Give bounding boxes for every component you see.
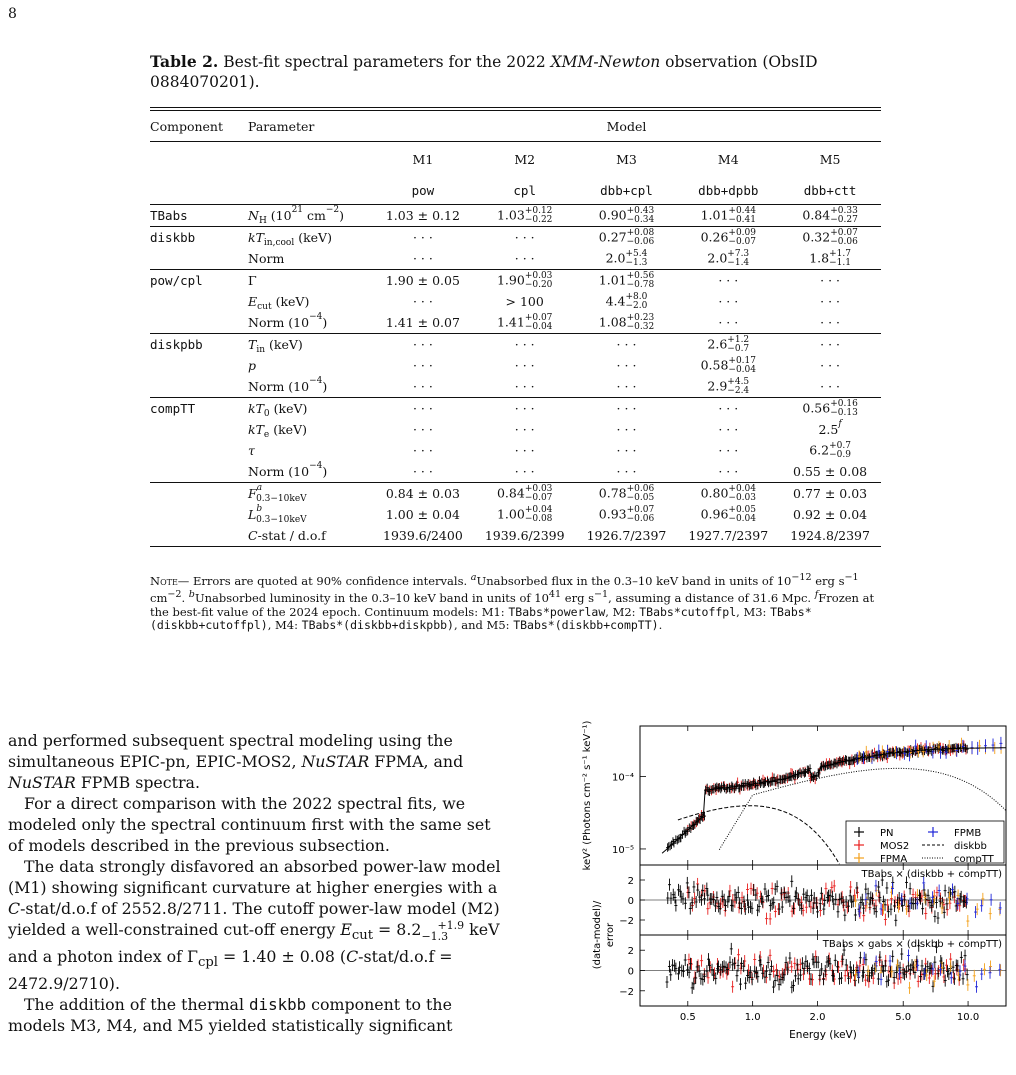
value-cell: · · · <box>412 294 433 309</box>
parameter-cell: $kT_e$ (keV) <box>248 422 307 440</box>
model-codes-row <box>150 176 881 205</box>
y-tick-label: 0 <box>627 896 634 907</box>
component-cell <box>150 483 244 505</box>
component-cell <box>150 419 244 440</box>
value-cell: 2.5$^f$ <box>818 419 842 437</box>
value-cell: · · · <box>820 358 841 373</box>
x-tick-label: 0.5 <box>679 1012 696 1023</box>
model-code: dbb+ctt <box>803 182 857 198</box>
value-cell: 0.56+0.16 −0.13 <box>779 398 881 420</box>
value-cell: 0.27+0.08 −0.06 <box>576 227 678 249</box>
note-label: Note— <box>150 573 190 588</box>
table-row <box>150 270 881 292</box>
value-cell: 0.32+0.07 −0.06 <box>779 227 881 249</box>
model-code: dbb+cpl <box>600 182 653 198</box>
header-model: Model <box>606 118 647 134</box>
paragraph: The addition of the thermal diskbb component to the models M3, M4, and M5 yielded statistically significant <box>8 995 453 1036</box>
value-cell: · · · <box>412 379 433 394</box>
value-cell: 1.41+0.07 −0.04 <box>496 312 553 332</box>
x-tick-label: 1.0 <box>744 1012 761 1023</box>
value-cell: 6.2+0.7 −0.9 <box>809 440 851 460</box>
value-cell: · · · <box>616 358 637 373</box>
value-cell: · · · <box>372 398 474 420</box>
parameter-cell: $E_{cut}$ (keV) <box>248 294 310 312</box>
value-cell: 1.01+0.56 −0.78 <box>576 270 678 292</box>
value-cell: · · · <box>718 422 739 437</box>
table-row <box>150 483 881 505</box>
value-cell: · · · <box>412 464 433 479</box>
parameter-cell: $T_{in}$ (keV) <box>244 334 372 356</box>
value-cell: · · · <box>474 334 576 356</box>
x-tick-label: 10.0 <box>956 1012 980 1023</box>
table-row <box>150 291 881 312</box>
model-name: M2 <box>474 142 576 177</box>
table-row <box>150 525 881 546</box>
table-row <box>150 248 881 270</box>
table-row <box>150 312 881 334</box>
component-cell <box>150 355 244 376</box>
value-cell: · · · <box>616 379 637 394</box>
table-caption <box>150 52 890 92</box>
value-cell: 1924.8/2397 <box>790 528 870 543</box>
component-cell <box>150 291 244 312</box>
value-cell: 1.90 ± 0.05 <box>372 270 474 292</box>
value-cell: 0.58+0.17 −0.04 <box>700 355 756 375</box>
value-cell: 1.8+1.7 −1.1 <box>809 248 851 268</box>
model-name: M3 <box>576 142 678 177</box>
legend-label: PN <box>880 828 894 839</box>
component-cell: compTT <box>150 398 244 420</box>
value-cell: 2.6+1.2 −0.7 <box>677 334 779 356</box>
table-row <box>150 376 881 398</box>
value-cell: · · · <box>514 443 535 458</box>
value-cell: · · · <box>514 358 535 373</box>
parameter-cell: p <box>248 358 257 373</box>
results-table <box>150 107 881 547</box>
component-cell <box>150 440 244 461</box>
parameter-cell: τ <box>248 443 255 458</box>
caption-label: Table 2. <box>150 52 219 71</box>
residual-axis-label: (data-model)/ <box>592 900 603 970</box>
table-row <box>150 504 881 525</box>
x-tick-label: 2.0 <box>809 1012 826 1023</box>
value-cell: 1.03 ± 0.12 <box>372 205 474 227</box>
table-row <box>150 205 881 227</box>
model-code: cpl <box>513 182 536 198</box>
value-cell: > 100 <box>505 294 544 309</box>
table-row <box>150 398 881 420</box>
legend-label: diskbb <box>954 841 987 852</box>
value-cell: 1.00+0.04 −0.08 <box>496 504 553 524</box>
model-name: M4 <box>677 142 779 177</box>
paragraph: For a direct comparison with the 2022 spectral fits, we modeled only the spectral continuum first with the same set of models described in the previous subsection. <box>8 794 491 855</box>
y-tick-label: 0 <box>627 966 634 978</box>
y-tick-label: 10⁻⁴ <box>611 772 634 784</box>
value-cell: 0.80+0.04 −0.03 <box>677 483 779 505</box>
value-cell: · · · <box>718 464 739 479</box>
value-cell: · · · <box>616 422 637 437</box>
residual-panel-label: TBabs × (diskbb + compTT) <box>861 869 1002 880</box>
header-component: Component <box>150 118 223 134</box>
parameter-cell: $kT_0$ (keV) <box>244 398 372 420</box>
value-cell: · · · <box>514 422 535 437</box>
value-cell: · · · <box>474 398 576 420</box>
y-tick-label: 2 <box>627 876 634 887</box>
parameter-cell: Norm <box>248 251 285 266</box>
value-cell: 0.78+0.06 −0.05 <box>576 483 678 505</box>
legend-label: MOS2 <box>880 841 910 852</box>
parameter-cell: C-stat / d.o.f <box>248 528 326 543</box>
component-cell <box>150 248 244 270</box>
table-note: Note— Errors are quoted at 90% confidence intervals. $^a$Unabsorbed flux in the 0.3–10 keV band in units of $10^{-12}$ erg $s^{-1}$ $cm^{-2}$. $^b$Unabsorbed luminosity in the 0.3–10 keV band in units of $10^{41}$ erg $s^{-1}$, assuming a distance of 31.6 Mpc. $^f$Frozen at the best-fit value of the 2024 epoch. Continuum models: M1: TBabs*powerlaw, M2: TBabs*cutoffpl, M3: TBabs*(diskbb+cutoffpl), M4: TBabs*(diskbb+diskpbb), and M5: TBabs*(diskbb+compTT). <box>150 572 875 633</box>
value-cell: 1.03+0.12 −0.22 <box>474 205 576 227</box>
value-cell: · · · <box>616 464 637 479</box>
y-tick-label: 10⁻⁵ <box>611 844 634 856</box>
value-cell: · · · <box>779 270 881 292</box>
value-cell: · · · <box>514 251 535 266</box>
value-cell: · · · <box>820 294 841 309</box>
legend-label: compTT <box>954 854 994 865</box>
value-cell: 0.84 ± 0.03 <box>372 483 474 505</box>
component-cell <box>150 376 244 398</box>
value-cell: · · · <box>412 422 433 437</box>
x-axis-label: Energy (keV) <box>789 1029 857 1041</box>
value-cell: 1.90+0.03 −0.20 <box>474 270 576 292</box>
spectrum-chart <box>540 718 1015 1058</box>
value-cell: · · · <box>718 294 739 309</box>
value-cell: 0.26+0.09 −0.07 <box>677 227 779 249</box>
parameter-cell: Γ <box>244 270 372 292</box>
parameter-cell: Norm $(10^{-4})$ <box>248 461 328 479</box>
parameter-cell: $N_H$ ($10^{21}$ $cm^{-2}$) <box>244 205 372 227</box>
legend-label: FPMA <box>880 854 908 865</box>
table-row <box>150 227 881 249</box>
value-cell: · · · <box>779 334 881 356</box>
value-cell: 2.9+4.5 −2.4 <box>707 376 750 396</box>
y-axis-label: keV² (Photons cm⁻² s⁻¹ keV⁻¹) <box>582 720 593 871</box>
value-cell: 1939.6/2399 <box>484 528 565 543</box>
value-cell: 0.96+0.05 −0.04 <box>700 504 756 524</box>
parameter-cell: $kT_{in,cool}$ (keV) <box>244 227 372 249</box>
value-cell: 1.08+0.23 −0.32 <box>598 312 655 332</box>
value-cell: · · · <box>576 334 678 356</box>
component-cell: TBabs <box>150 205 244 227</box>
value-cell: · · · <box>412 358 433 373</box>
value-cell: 0.55 ± 0.08 <box>793 464 868 479</box>
value-cell: 1.00 ± 0.04 <box>385 507 460 522</box>
component-cell: pow/cpl <box>150 270 244 292</box>
table-row <box>150 355 881 376</box>
caption-text: Best-fit spectral parameters for the 2022 <box>218 53 551 71</box>
value-cell: 0.77 ± 0.03 <box>779 483 881 505</box>
y-tick-label: −2 <box>619 986 634 998</box>
table-row <box>150 419 881 440</box>
value-cell: · · · <box>820 379 841 394</box>
value-cell: 2.0+5.4 −1.3 <box>605 248 648 268</box>
value-cell: 0.90+0.43 −0.34 <box>576 205 678 227</box>
value-cell: 1926.7/2397 <box>586 528 667 543</box>
body-text <box>8 730 506 1036</box>
value-cell: 1.01+0.44 −0.41 <box>677 205 779 227</box>
value-cell: 1.41 ± 0.07 <box>385 315 460 330</box>
value-cell: · · · <box>677 398 779 420</box>
value-cell: 0.84+0.33 −0.27 <box>779 205 881 227</box>
paragraph: and performed subsequent spectral modeling using the simultaneous EPIC-pn, EPIC-MOS2, NuSTAR FPMA, and NuSTAR FPMB spectra. <box>8 731 464 792</box>
value-cell: · · · <box>820 315 841 330</box>
parameter-cell: $L^b_{0.3-10keV}$ <box>248 504 307 525</box>
value-cell: · · · <box>372 334 474 356</box>
header-row <box>150 111 881 142</box>
model-code: pow <box>411 182 435 198</box>
value-cell: 4.4+8.0 −2.0 <box>605 291 648 311</box>
page-number: 8 <box>8 6 17 22</box>
spectrum-figure <box>540 718 1015 1058</box>
model-name: M1 <box>372 142 474 177</box>
value-cell: 0.84+0.03 −0.07 <box>474 483 576 505</box>
parameter-cell: Norm $(10^{-4})$ <box>248 376 328 394</box>
parameter-cell: Norm $(10^{-4})$ <box>248 312 328 330</box>
value-cell: 2.0+7.3 −1.4 <box>707 248 750 268</box>
table-row <box>150 334 881 356</box>
value-cell: 1939.6/2400 <box>383 528 463 543</box>
table-row <box>150 461 881 483</box>
residual-panel-label: TBabs × gabs × (diskbb + compTT) <box>822 939 1002 950</box>
paragraph: The data strongly disfavored an absorbed power-law model (M1) showing significant curvature at higher energies with a C-stat/d.o.f of 2552.8/2711. The cutoff power-law model (M2) yielded a well-constrained cut-off energy $E_{cut} = 8.2 +1.9$ −1.3 keV and a photon index of $\Gamma_{cpl} = 1.40 \pm 0.08$ (C-stat/d.o.f = 2472.9/2710). <box>8 857 501 994</box>
y-tick-label: 2 <box>627 946 634 958</box>
value-cell: · · · <box>616 443 637 458</box>
caption-text-end: observation (ObsID 0884070201). <box>150 53 818 91</box>
value-cell: 1927.7/2397 <box>688 528 769 543</box>
component-cell <box>150 525 244 546</box>
table-row <box>150 440 881 461</box>
model-name: M5 <box>779 142 881 177</box>
value-cell: 0.92 ± 0.04 <box>793 507 868 522</box>
value-cell: · · · <box>514 464 535 479</box>
value-cell: 0.93+0.07 −0.06 <box>598 504 655 524</box>
value-cell: · · · <box>474 227 576 249</box>
value-cell: · · · <box>677 270 779 292</box>
component-cell <box>150 312 244 334</box>
residual-axis-label: error <box>605 922 616 948</box>
value-cell: · · · <box>718 443 739 458</box>
x-tick-label: 5.0 <box>895 1012 912 1023</box>
model-code: dbb+dpbb <box>698 182 759 198</box>
value-cell: · · · <box>718 315 739 330</box>
value-cell: · · · <box>576 398 678 420</box>
value-cell: · · · <box>372 227 474 249</box>
value-cell: · · · <box>514 379 535 394</box>
component-cell: diskbb <box>150 227 244 249</box>
value-cell: · · · <box>412 251 433 266</box>
parameter-cell: $F^a_{0.3-10keV}$ <box>244 483 372 505</box>
legend-label: FPMB <box>954 828 982 839</box>
header-parameter: Parameter <box>248 118 315 134</box>
component-cell <box>150 504 244 525</box>
model-names-row <box>150 142 881 177</box>
component-cell <box>150 461 244 483</box>
y-tick-label: −2 <box>619 916 634 927</box>
caption-italic: XMM-Newton <box>550 53 661 71</box>
value-cell: · · · <box>412 443 433 458</box>
component-cell: diskpbb <box>150 334 244 356</box>
